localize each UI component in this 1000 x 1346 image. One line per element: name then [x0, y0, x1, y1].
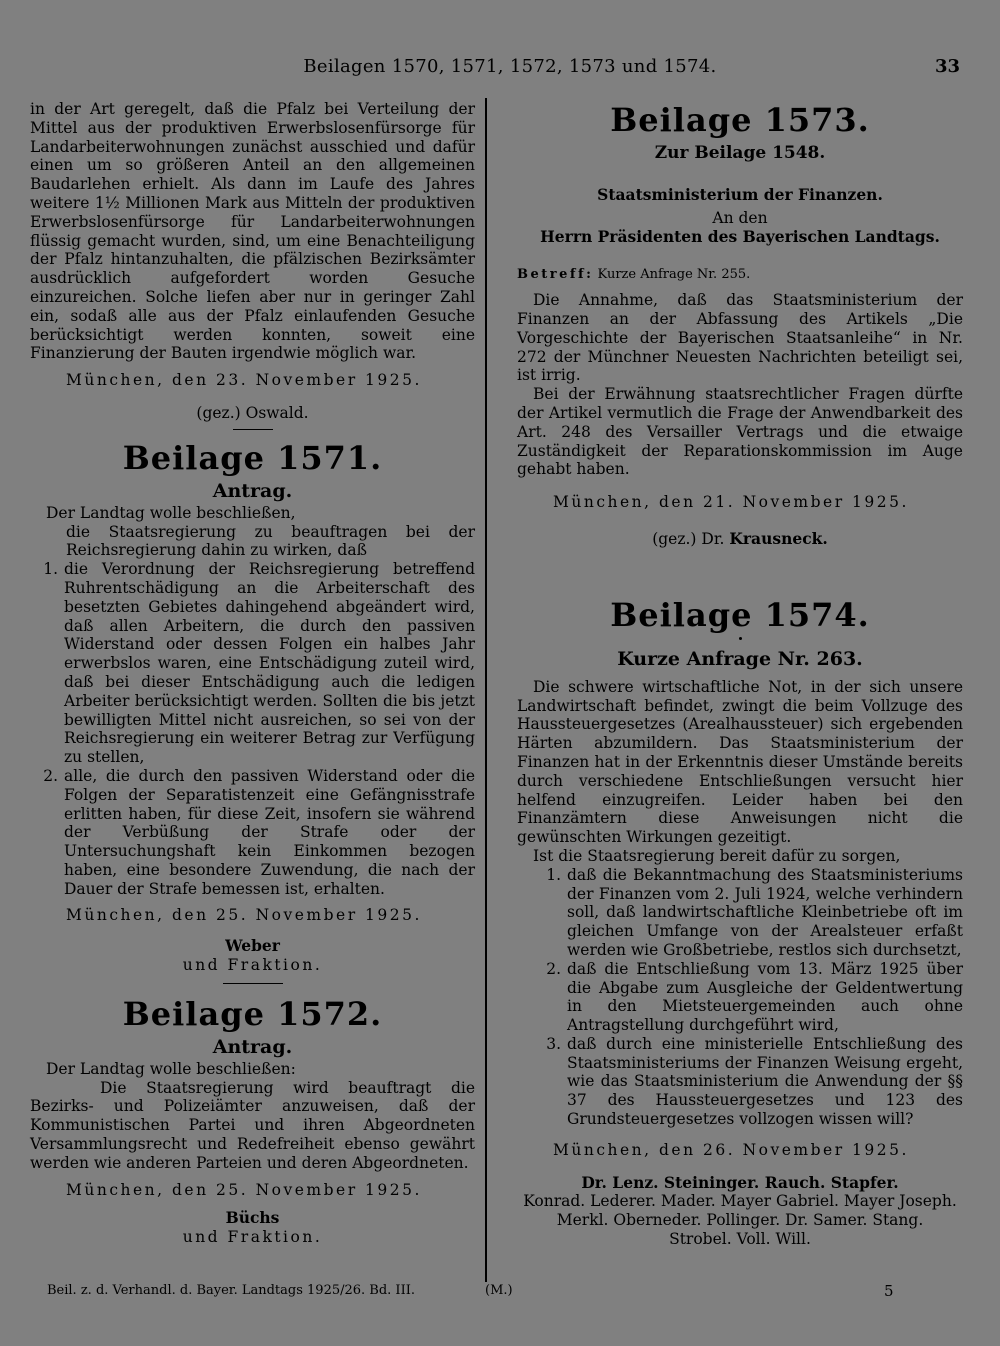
beilage-1573-para1: Die Annahme, daß das Staatsministerium der Finanzen an der Abfassung des Artikels „Die Vorgeschichte der Bayerischen Staatsanleihe“ in Nr. 272 der Münchner Neuesten Nachrichten beteiligt sei, ist irrig.: [517, 291, 963, 385]
beilage-1573-title: Beilage 1573.: [610, 101, 870, 139]
subject-line: [517, 266, 963, 285]
left-column: [30, 100, 475, 1247]
subject-label: Betreff:: [517, 267, 594, 283]
beilage-1573-para2: Bei der Erwähnung staatsrechtlicher Fragen dürfte der Artikel vermutlich die Frage der Anwendbarkeit des Art. 248 des Versailler Vertrags und die etwaige Zuständigkeit der Reparationskommission im Auge gehabt haben.: [517, 385, 963, 479]
continued-paragraph: in der Art geregelt, daß die Pfalz bei Verteilung der Mittel aus der produktiven Erwerbslosenfürsorge für Landarbeiterwohnungen zunächst ausschied und dafür einen um so größeren Anteil an den allgemeinen Baudarlehen erhielt. Als dann im Laufe des Jahres weitere 1½ Millionen Mark aus Mitteln der produktiven Erwerbslosenfürsorge für Landarbeiterwohnungen flüssig gemacht wurden, sind, um eine Benachteiligung der Pfalz hintanzuhalten, die pfälzischen Bezirksämter ausdrücklich aufgefordert worden Gesuche einzureichen. Solche liefen aber nur in geringer Zahl ein, sodaß alle aus der Pfalz einlaufenden Gesuche berücksichtigt werden konnten, soweit eine Finanzierung der Bauten irgendwie möglich war.: [30, 100, 475, 363]
list-item: [517, 1035, 963, 1129]
page-number: 33: [935, 56, 961, 77]
separator: [233, 429, 273, 430]
ministry-heading: Staatsministerium der Finanzen.: [597, 185, 883, 204]
item-text: alle, die durch den passiven Widerstand oder die Folgen der Separatistenzeit eine Gefängnisstrafe erlitten haben, für diese Zeit, insofern sie während der Verbüßung der Strafe oder der Untersuchungshaft kein Einkommen bezogen haben, eine besondere Zuwendung, die nach der Dauer der Strafe bemessen ist, erhalten.: [64, 766, 475, 898]
signers-line: Dr. Lenz. Steininger. Rauch. Stapfer.: [581, 1172, 899, 1192]
list-item: [517, 960, 963, 1035]
place-date: München, den 21. November 1925.: [553, 493, 909, 512]
place-date: München, den 23. November 1925.: [66, 371, 422, 390]
signature-name: Krausneck.: [729, 528, 828, 548]
beilage-1574-para1: Die schwere wirtschaftliche Not, in der sich unsere Landwirtschaft befindet, zwingt die beim Vollzuge des Haussteuergesetzes (Arealhaussteuer) sich ergebenden Härten abzumildern. Das Staatsministerium der Finanzen hat in der Erkenntnis dieser Umstände bereits durch verschiedene Entschließungen versucht hier helfend einzugreifen. Leider haben bei den Finanzämtern diese Anweisungen nicht die gewünschten Wirkungen gezeitigt.: [517, 677, 963, 847]
place-date: München, den 25. November 1925.: [66, 906, 422, 925]
beilage-1574-lead: Ist die Staatsregierung bereit dafür zu sorgen,: [533, 846, 901, 865]
footer-mark: (M.): [485, 1283, 513, 1298]
signature-prefix: (gez.) Dr.: [652, 529, 725, 548]
signature-group: und Fraktion.: [182, 1228, 323, 1247]
beilage-1571-subtitle: Antrag.: [212, 479, 293, 502]
place-date: München, den 26. November 1925.: [553, 1140, 909, 1159]
page-header: [0, 58, 1000, 82]
right-column: [517, 100, 963, 1249]
place-date: München, den 25. November 1925.: [66, 1180, 422, 1199]
signature-name: Weber: [225, 936, 280, 956]
footer-source: Beil. z. d. Verhandl. d. Bayer. Landtags 1925/26. Bd. III.: [47, 1283, 415, 1298]
beilage-1572-subtitle: Antrag.: [212, 1035, 293, 1058]
signature: (gez.) Oswald.: [196, 403, 309, 422]
item-text: daß die Bekanntmachung des Staatsministeriums der Finanzen vom 2. Juli 1924, welche verhindern soll, daß landwirtschaftliche Kleinbetriebe oft im gleichen Umfange von der Arealsteuer erfaßt werden wie Großbetriebe, restlos sich durchsetzt,: [567, 865, 963, 959]
item-text: daß durch eine ministerielle Entschließung des Staatsministeriums der Finanzen Weisung ergeht, wie das Staatsministerium die Anwendung der §§ 37 des Haussteuergesetzes und 123 des Grundsteuergesetzes vollzogen wissen will?: [567, 1034, 963, 1129]
item-number: 2.: [43, 766, 58, 785]
beilage-1571-intro: Der Landtag wolle beschließen,: [46, 503, 296, 522]
separator-dot: [739, 637, 742, 640]
beilage-1572-title: Beilage 1572.: [122, 994, 383, 1033]
list-item: [30, 767, 475, 899]
item-number: 3.: [546, 1034, 561, 1053]
list-item: [517, 866, 963, 960]
column-divider: [485, 98, 487, 1282]
beilage-1571-title: Beilage 1571.: [122, 438, 383, 477]
running-title: Beilagen 1570, 1571, 1572, 1573 und 1574.: [303, 56, 717, 77]
subject-text: Kurze Anfrage Nr. 255.: [597, 267, 751, 283]
item-text: die Verordnung der Reichsregierung betreffend Ruhrentschädigung an die Arbeiterschaft des besetzten Gebietes dahingehend abgeändert wird, daß allen Arbeitern, die durch den passiven Widerstand oder dessen Folgen ein halbes Jahr erwerbslos waren, eine Entschädigung zuteil wird, daß bei dieser Entschädigung auch die ledigen Arbeiter berücksichtigt werden. Sollten die bis jetzt bewilligten Mittel nicht ausreichen, so sei von der Reichsregierung ein weiterer Betrag zur Verfügung zu stellen,: [64, 560, 475, 767]
beilage-1574-subtitle: Kurze Anfrage Nr. 263.: [617, 647, 863, 670]
item-number: 1.: [546, 865, 561, 884]
beilage-1574-title: Beilage 1574.: [610, 595, 870, 634]
list-item: [30, 560, 475, 767]
footer-signature-number: 5: [884, 1282, 894, 1300]
signers-line: Merkl. Oberneder. Pollinger. Dr. Samer. Stang.: [556, 1211, 924, 1230]
signers-line: Strobel. Voll. Will.: [669, 1230, 811, 1249]
address-to: An den: [712, 208, 768, 227]
item-text: daß die Entschließung vom 13. März 1925 über die Abgabe zum Ausgleiche der Geldentwertung in den Mietsteuergemeinden auch ohne Antragstellung durchgeführt wird,: [567, 959, 963, 1035]
signers-line: Konrad. Lederer. Mader. Mayer Gabriel. Mayer Joseph.: [523, 1192, 957, 1211]
beilage-1571-lead: die Staatsregierung zu beauftragen bei der Reichsregierung dahin zu wirken, daß: [66, 522, 475, 560]
item-number: 1.: [43, 560, 58, 579]
separator: [223, 983, 283, 984]
item-number: 2.: [546, 959, 561, 978]
beilage-1573-subtitle: Zur Beilage 1548.: [654, 143, 826, 163]
signature: [517, 530, 963, 549]
signature-name: Büchs: [225, 1208, 280, 1228]
beilage-1572-text: Die Staatsregierung wird beauftragt die Bezirks- und Polizeiämter anzuweisen, daß der Kommunistischen Partei und ihren Abgeordneten Versammlungsrecht und Redefreiheit ebenso gewährt werden wie anderen Parteien und deren Abgeordneten.: [30, 1078, 475, 1172]
beilage-1572-intro: Der Landtag wolle beschließen:: [46, 1059, 296, 1078]
signature-group: und Fraktion.: [182, 956, 323, 975]
addressee: Herrn Präsidenten des Bayerischen Landtags.: [540, 226, 940, 246]
